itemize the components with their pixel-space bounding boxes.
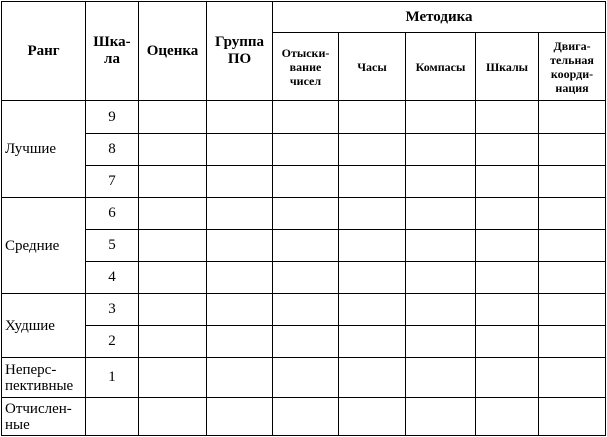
methods-header: Методика: [273, 2, 606, 33]
scale-cell: 1: [86, 358, 139, 398]
rank-middle: Средние: [2, 198, 86, 294]
rank-worse: Худшие: [2, 294, 86, 358]
table-row: [2, 166, 606, 198]
scale-cell: 4: [86, 262, 139, 294]
scale-header: Шка- ла: [86, 2, 139, 101]
table-row: [2, 398, 606, 436]
rank-unpromising: Неперс- пективные: [2, 358, 86, 398]
table-row: [2, 198, 606, 230]
method-motor-coordination: Двига- тельная коорди- нация: [539, 33, 606, 101]
scale-cell: [86, 398, 139, 436]
rating-table: [1, 1, 606, 436]
method-number-search: Отыски- вание чисел: [273, 33, 339, 101]
scale-cell: 3: [86, 294, 139, 326]
scale-cell: 6: [86, 198, 139, 230]
scale-cell: 9: [86, 101, 139, 134]
scale-cell: 2: [86, 326, 139, 358]
method-scales: Шкалы: [476, 33, 539, 101]
group-header: Группа ПО: [207, 2, 273, 101]
rank-expelled: Отчислен- ные: [2, 398, 86, 436]
table-row: [2, 101, 606, 134]
rank-best: Лучшие: [2, 101, 86, 198]
rank-header: Ранг: [2, 2, 86, 101]
scale-cell: 5: [86, 230, 139, 262]
table-row: [2, 134, 606, 166]
method-compasses: Компасы: [406, 33, 476, 101]
score-header: Оценка: [139, 2, 207, 101]
method-clocks: Часы: [339, 33, 406, 101]
table-row: [2, 326, 606, 358]
scale-cell: 7: [86, 166, 139, 198]
table-row: [2, 358, 606, 398]
table-row: [2, 294, 606, 326]
scale-cell: 8: [86, 134, 139, 166]
table-row: [2, 262, 606, 294]
table-row: [2, 230, 606, 262]
